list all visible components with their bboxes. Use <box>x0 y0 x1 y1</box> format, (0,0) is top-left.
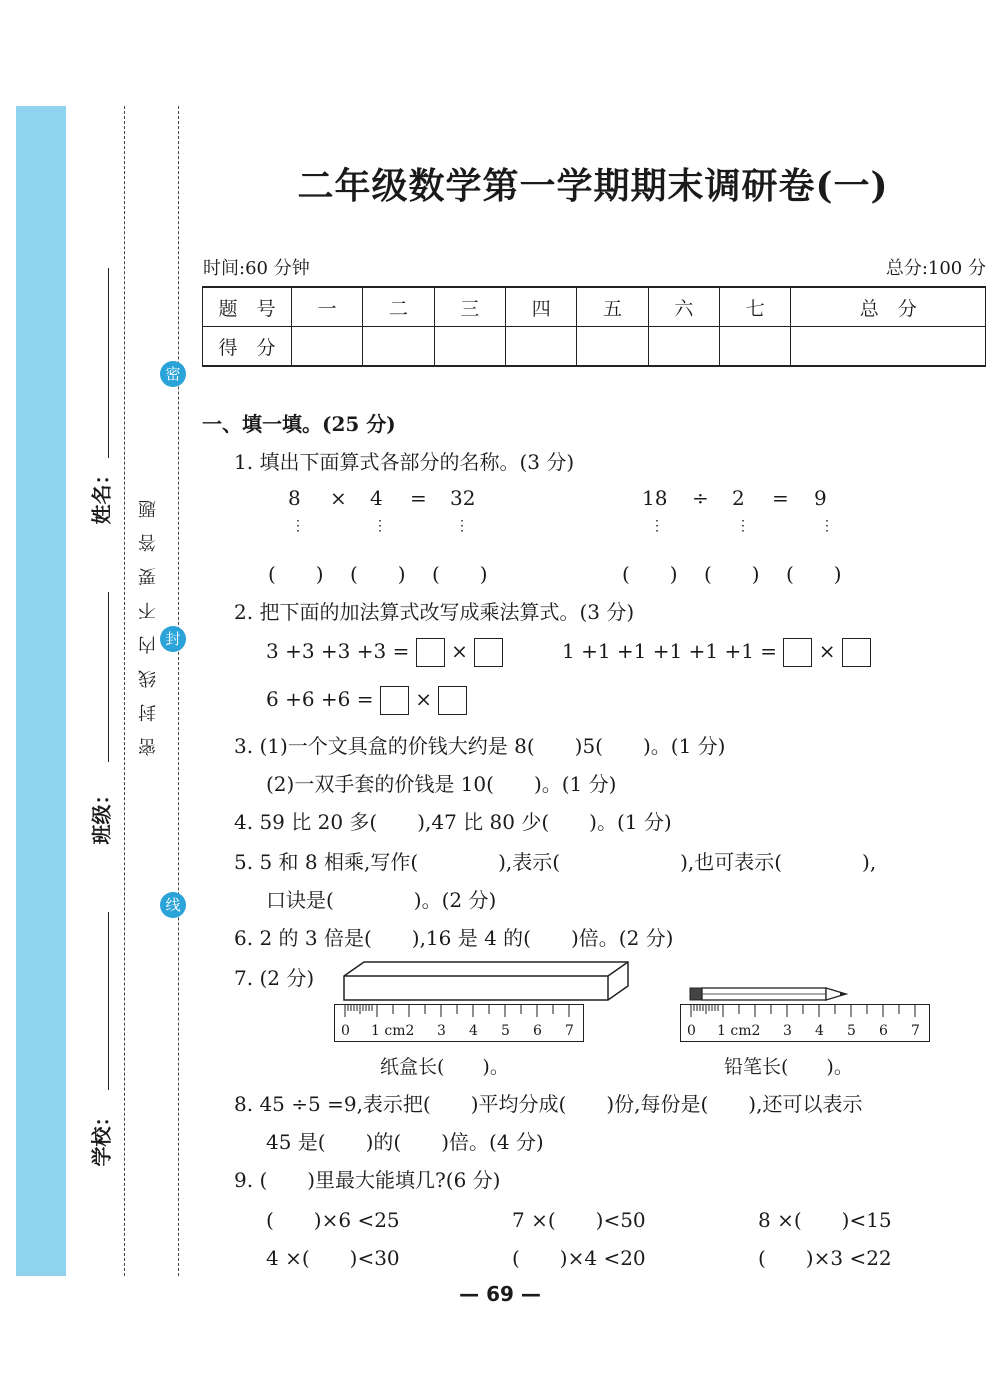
q2-expression-c: 6 +6 +6 = <box>266 687 374 711</box>
no-answer-notice: 密封线内不要答题 <box>138 484 159 756</box>
score-cell[interactable] <box>577 327 648 367</box>
question-7: 7. (2 分) <box>234 966 315 990</box>
ruler-tick-label: 4 <box>469 1023 478 1039</box>
answer-blank[interactable]: ( ) <box>786 562 842 586</box>
school-underline <box>108 912 109 1090</box>
seal-xian-badge: 线 <box>160 892 186 918</box>
eq2-term: 2 <box>732 486 745 510</box>
question-6: 6. 2 的 3 倍是( ),16 是 4 的( )倍。(2 分) <box>234 926 674 950</box>
q2-expression-b: 1 +1 +1 +1 +1 +1 = <box>562 639 778 663</box>
question-5-line-2: 口诀是( )。(2 分) <box>266 888 497 912</box>
time-label: 时间:60 分钟 <box>203 258 310 279</box>
eq1-term: 32 <box>450 486 476 510</box>
question-4: 4. 59 比 20 多( ),47 比 80 少( )。(1 分) <box>234 810 672 834</box>
score-cell[interactable] <box>720 327 791 367</box>
box-length-caption: 纸盒长( )。 <box>380 1056 509 1078</box>
answer-blank[interactable]: ( ) <box>704 562 760 586</box>
times-sign: × <box>818 639 836 663</box>
dots: ⋮ <box>820 518 834 534</box>
question-2: 2. 把下面的加法算式改写成乘法算式。(3 分) <box>234 600 635 624</box>
page-number: — 69 — <box>459 1282 541 1306</box>
ruler-tick-label: 7 <box>911 1023 920 1039</box>
cut-line-left <box>124 106 125 1276</box>
eq2-term: 9 <box>814 486 827 510</box>
score-table <box>202 286 986 367</box>
ruler-tick-label: 1 cm2 <box>717 1023 761 1039</box>
score-header-cell: 总 分 <box>791 287 986 327</box>
ruler-left <box>334 1004 584 1042</box>
ruler-tick-label: 0 <box>341 1023 350 1039</box>
class-underline <box>108 592 109 762</box>
ruler-tick-label: 7 <box>565 1023 574 1039</box>
dots: ⋮ <box>650 518 664 534</box>
paper-box-illustration <box>334 958 634 1008</box>
ruler-tick-label: 5 <box>501 1023 510 1039</box>
answer-box[interactable] <box>416 638 445 667</box>
page-title: 二年级数学第一学期期末调研卷(一) <box>297 165 889 207</box>
score-cell[interactable] <box>434 327 505 367</box>
q2-expression-a: 3 +3 +3 +3 = <box>266 639 410 663</box>
eq1-operator: = <box>410 486 427 510</box>
eq1-term: 8 <box>288 486 301 510</box>
question-8-line-1: 8. 45 ÷5 =9,表示把( )平均分成( )份,每份是( ),还可以表示 <box>234 1092 863 1116</box>
ruler-tick-label: 3 <box>437 1023 446 1039</box>
q9-item: 8 ×( )<15 <box>758 1208 892 1232</box>
q2-row-b <box>562 638 871 667</box>
score-header-cell: 七 <box>720 287 791 327</box>
score-header-cell: 五 <box>577 287 648 327</box>
answer-box[interactable] <box>842 638 871 667</box>
eq1-operator: × <box>330 486 347 510</box>
q9-item: 4 ×( )<30 <box>266 1246 400 1270</box>
ruler-tick-label: 5 <box>847 1023 856 1039</box>
answer-blank[interactable]: ( ) <box>432 562 488 586</box>
eq2-operator: = <box>772 486 789 510</box>
score-table-row <box>203 327 986 367</box>
ruler-tick-label: 6 <box>533 1023 542 1039</box>
score-header-cell: 二 <box>363 287 434 327</box>
q2-row-a <box>266 638 503 667</box>
times-sign: × <box>415 687 433 711</box>
q2-row-c <box>266 686 467 715</box>
answer-blank[interactable]: ( ) <box>350 562 406 586</box>
score-cell[interactable] <box>791 327 986 367</box>
ruler-tick-label: 6 <box>879 1023 888 1039</box>
score-cell[interactable] <box>648 327 719 367</box>
seal-mi-badge: 密 <box>160 361 186 387</box>
pencil-illustration <box>688 984 858 1006</box>
score-header-cell: 六 <box>648 287 719 327</box>
question-9: 9. ( )里最大能填几?(6 分) <box>234 1168 501 1192</box>
ruler-tick-label: 0 <box>687 1023 696 1039</box>
q9-item: ( )×6 <25 <box>266 1208 400 1232</box>
ruler-right <box>680 1004 930 1042</box>
section-heading: 一、填一填。(25 分) <box>202 412 396 436</box>
dots: ⋮ <box>455 518 469 534</box>
score-row-label: 得 分 <box>203 327 292 367</box>
pencil-length-caption: 铅笔长( )。 <box>724 1056 853 1078</box>
answer-blank[interactable]: ( ) <box>268 562 324 586</box>
name-underline <box>108 268 109 458</box>
times-sign: × <box>451 639 468 663</box>
total-score-label: 总分:100 分 <box>885 258 986 279</box>
answer-box[interactable] <box>438 686 467 715</box>
score-header-cell: 三 <box>434 287 505 327</box>
q9-item: 7 ×( )<50 <box>512 1208 646 1232</box>
answer-box[interactable] <box>783 638 812 667</box>
dots: ⋮ <box>736 518 750 534</box>
seal-feng-badge: 封 <box>160 626 186 652</box>
score-header-cell: 一 <box>292 287 363 327</box>
binding-strip <box>16 106 66 1276</box>
answer-blank[interactable]: ( ) <box>622 562 678 586</box>
question-5-line-1: 5. 5 和 8 相乘,写作( ),表示( ),也可表示( ), <box>234 850 877 874</box>
answer-box[interactable] <box>474 638 503 667</box>
eq2-operator: ÷ <box>692 486 709 510</box>
score-header-cell: 题 号 <box>203 287 292 327</box>
q9-item: ( )×3 <22 <box>758 1246 892 1270</box>
dots: ⋮ <box>291 518 305 534</box>
cut-line-right <box>178 106 179 1276</box>
q9-item: ( )×4 <20 <box>512 1246 646 1270</box>
score-cell[interactable] <box>292 327 363 367</box>
eq2-term: 18 <box>642 486 668 510</box>
score-cell[interactable] <box>506 327 577 367</box>
answer-box[interactable] <box>380 686 409 715</box>
class-label: 班级： <box>89 784 114 845</box>
question-8-line-2: 45 是( )的( )倍。(4 分) <box>266 1130 544 1154</box>
eq1-term: 4 <box>370 486 383 510</box>
question-1: 1. 填出下面算式各部分的名称。(3 分) <box>234 450 575 474</box>
score-table-header-row <box>203 287 986 327</box>
dots: ⋮ <box>373 518 387 534</box>
question-3-part-2: (2)一双手套的价钱是 10( )。(1 分) <box>266 772 617 796</box>
score-cell[interactable] <box>363 327 434 367</box>
school-label: 学校： <box>89 1106 114 1167</box>
ruler-tick-label: 4 <box>815 1023 824 1039</box>
ruler-tick-label: 1 cm2 <box>371 1023 415 1039</box>
name-label: 姓名： <box>89 464 114 525</box>
score-header-cell: 四 <box>506 287 577 327</box>
ruler-tick-label: 3 <box>783 1023 792 1039</box>
question-3-part-1: 3. (1)一个文具盒的价钱大约是 8( )5( )。(1 分) <box>234 734 726 758</box>
